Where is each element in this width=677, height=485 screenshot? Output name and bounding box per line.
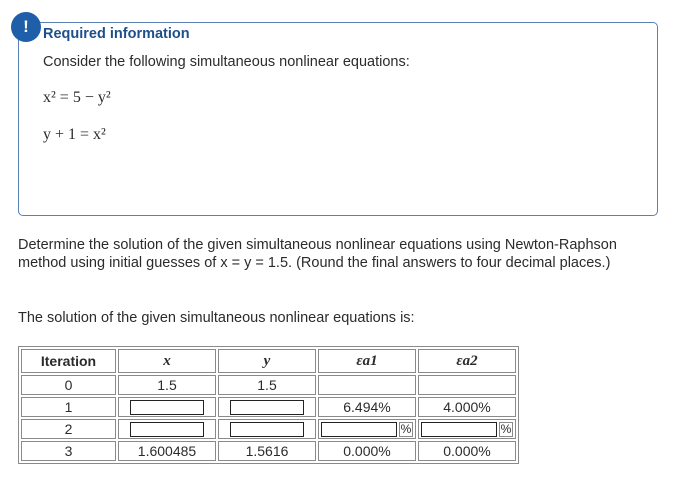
- cell-iteration: 0: [21, 375, 116, 395]
- y-iteration-1-input[interactable]: [230, 400, 304, 415]
- cell-ea1: [318, 375, 416, 395]
- ea1-iteration-2-input[interactable]: [321, 422, 397, 437]
- cell-ea1: 0.000%: [318, 441, 416, 461]
- table-row: [21, 397, 516, 417]
- cell-iteration: 2: [21, 419, 116, 439]
- table-row: [21, 375, 516, 395]
- header-x: x: [118, 349, 216, 373]
- cell-y: [218, 397, 316, 417]
- cell-ea2: [418, 375, 516, 395]
- solution-lead-text: The solution of the given simultaneous nonlinear equations is:: [18, 310, 415, 326]
- info-title: Required information: [43, 26, 190, 42]
- percent-sign: %: [400, 421, 412, 436]
- cell-ea1: [318, 419, 416, 439]
- x-iteration-1-input[interactable]: [130, 400, 204, 415]
- header-ea2: εa2: [418, 349, 516, 373]
- question-text: Determine the solution of the given simultaneous nonlinear equations using Newton-Raphson method using initial guesses of x = y = 1.5. (Round the final answers to four decimal places.): [18, 237, 617, 271]
- info-text: Consider the following simultaneous nonlinear equations:: [43, 54, 410, 70]
- exclamation-icon: !: [11, 12, 41, 42]
- cell-ea1: 6.494%: [318, 397, 416, 417]
- cell-x: 1.600485: [118, 441, 216, 461]
- y-iteration-2-input[interactable]: [230, 422, 304, 437]
- cell-ea2: [418, 419, 516, 439]
- header-iteration: Iteration: [21, 349, 116, 373]
- cell-iteration: 3: [21, 441, 116, 461]
- cell-y: 1.5616: [218, 441, 316, 461]
- cell-iteration: 1: [21, 397, 116, 417]
- cell-x: [118, 397, 216, 417]
- percent-sign: %: [500, 421, 512, 436]
- equation-1: x² = 5 − y²: [43, 89, 111, 106]
- cell-x: [118, 419, 216, 439]
- table-row: [21, 419, 516, 439]
- cell-ea2: 0.000%: [418, 441, 516, 461]
- ea2-iteration-2-input[interactable]: [421, 422, 497, 437]
- table-row: [21, 441, 516, 461]
- cell-y: [218, 419, 316, 439]
- x-iteration-2-input[interactable]: [130, 422, 204, 437]
- equation-2: y + 1 = x²: [43, 126, 106, 143]
- cell-y: 1.5: [218, 375, 316, 395]
- results-table: [18, 346, 519, 464]
- cell-ea2: 4.000%: [418, 397, 516, 417]
- required-information-box: [18, 22, 658, 216]
- table-header-row: [21, 349, 516, 373]
- cell-x: 1.5: [118, 375, 216, 395]
- header-ea1: εa1: [318, 349, 416, 373]
- header-y: y: [218, 349, 316, 373]
